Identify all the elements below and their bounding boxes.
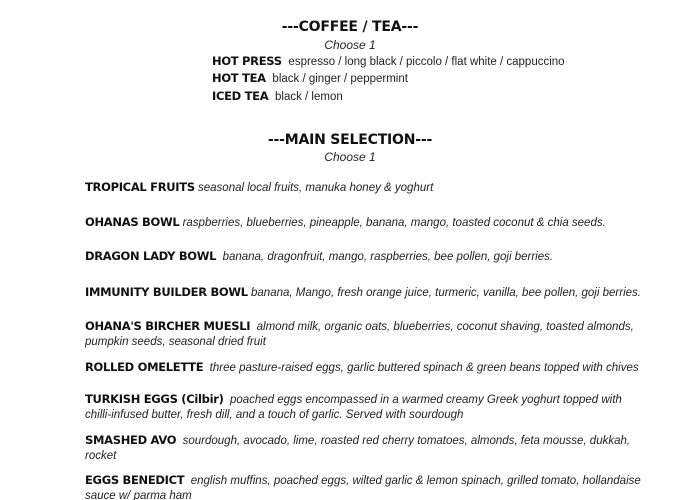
item-desc: poached eggs encompassed in a warmed creamy Greek yoghurt topped with chilli-infused butter, fresh dill, and a touch of garlic. Served with sourdough (85, 394, 622, 421)
item-desc: three pasture-raised eggs, garlic buttered spinach & green beans topped with chives (209, 362, 639, 374)
drink-name: HOT PRESS (212, 54, 282, 68)
item-desc: banana, dragonfruit, mango, raspberries, bee pollen, goji berries. (222, 251, 554, 263)
drink-desc: espresso / long black / piccolo / flat white / cappuccino (288, 56, 565, 68)
menu-item (85, 249, 645, 265)
drink-desc: black / ginger / peppermint (272, 73, 408, 85)
item-name: TROPICAL FRUITS (85, 180, 195, 194)
main-selection-subtitle: Choose 1 (324, 150, 376, 164)
item-name: DRAGON LADY BOWL (85, 249, 217, 263)
item-name: TURKISH EGGS (Cilbir) (85, 392, 224, 406)
menu-item (85, 473, 645, 500)
item-desc: almond milk, organic oats, blueberries, coconut shaving, toasted almonds, pumpkin seeds, seasonal dried fruit (85, 321, 634, 348)
main-selection-heading: ---MAIN SELECTION--- (267, 132, 433, 148)
menu-item (85, 433, 645, 464)
menu-item (85, 392, 645, 423)
item-name: SMASHED AVO (85, 433, 177, 447)
item-desc: banana, Mango, fresh orange juice, turmeric, vanilla, bee pollen, goji berries. (251, 287, 641, 299)
item-name: OHANAS BOWL (85, 215, 180, 229)
item-name: EGGS BENEDICT (85, 473, 185, 487)
menu-item (85, 285, 645, 301)
item-desc: raspberries, blueberries, pineapple, banana, mango, toasted coconut & chia seeds. (182, 217, 606, 229)
drink-item (212, 71, 408, 87)
drink-name: ICED TEA (212, 89, 269, 103)
menu-item (85, 360, 645, 376)
coffee-tea-subtitle: Choose 1 (324, 38, 376, 52)
drink-desc: black / lemon (275, 91, 343, 103)
menu-item (85, 319, 645, 350)
drink-item (212, 54, 565, 70)
menu-item (85, 215, 645, 231)
item-desc: seasonal local fruits, manuka honey & yoghurt (198, 182, 434, 194)
drink-name: HOT TEA (212, 71, 266, 85)
menu-item (85, 180, 645, 196)
item-name: ROLLED OMELETTE (85, 360, 204, 374)
item-desc: english muffins, poached eggs, wilted garlic & lemon spinach, grilled tomato, hollandaise sauce w/ parma ham (85, 475, 641, 500)
coffee-tea-heading: ---COFFEE / TEA--- (281, 19, 419, 35)
item-name: OHANA'S BIRCHER MUESLI (85, 319, 251, 333)
item-desc: sourdough, avocado, lime, roasted red cherry tomatoes, almonds, feta mousse, dukkah, rocket (85, 435, 631, 462)
drink-item (212, 89, 343, 105)
item-name: IMMUNITY BUILDER BOWL (85, 285, 248, 299)
